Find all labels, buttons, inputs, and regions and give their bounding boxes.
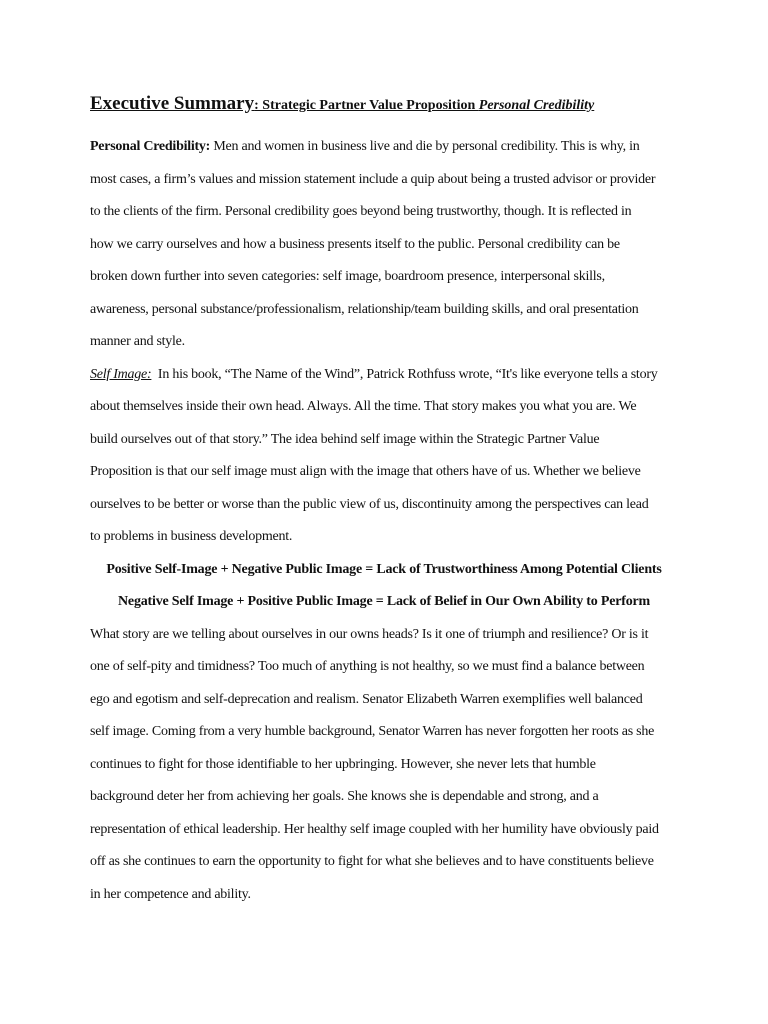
text-line: how we carry ourselves and how a business presents itself to the public. Personal credibility can be	[90, 236, 620, 252]
text-line: one of self-pity and timidness? Too much of anything is not healthy, so we must find a balance between	[90, 659, 645, 674]
equation-line: Negative Self Image + Positive Public Image = Lack of Belief in Our Own Ability to Perform	[118, 594, 650, 609]
text-line: broken down further into seven categories: self image, boardroom presence, interpersonal skills,	[90, 269, 605, 284]
paragraph-personal-credibility	[90, 131, 678, 359]
text-line: self image. Coming from a very humble background, Senator Warren has never forgotten her roots as she	[90, 724, 655, 739]
text-line: ourselves to be better or worse than the public view of us, discontinuity among the perspectives can lead	[90, 496, 649, 512]
text-line: about themselves inside their own head. Always. All the time. That story makes you what you are. We	[90, 399, 637, 414]
text-line: manner and style.	[90, 334, 185, 349]
text-line: in her competence and ability.	[90, 886, 251, 902]
text-line: to problems in business development.	[90, 529, 293, 544]
text-line: What story are we telling about ourselves in our owns heads? Is it one of triumph and resilience? Or is it	[90, 626, 649, 642]
text-line	[90, 131, 678, 164]
title-main: Executive Summary	[90, 93, 255, 114]
paragraph-story	[90, 619, 678, 912]
section-label: Self Image:	[90, 366, 152, 382]
equation-line: Positive Self-Image + Negative Public Image = Lack of Trustworthiness Among Potential Clients	[106, 561, 662, 577]
text-line-content: Men and women in business live and die by personal credibility. This is why, in	[210, 139, 640, 154]
text-line: background deter her from achieving her goals. She knows she is dependable and strong, and a	[90, 789, 599, 804]
text-line: representation of ethical leadership. Her healthy self image coupled with her humility have obviously paid	[90, 821, 659, 837]
text-line: continues to fight for those identifiable to her upbringing. However, she never lets that humble	[90, 756, 596, 772]
text-line: off as she continues to earn the opportunity to fight for what she believes and to have constituents believe	[90, 854, 654, 869]
document-title	[90, 93, 678, 117]
text-line: ego and egotism and self-deprecation and realism. Senator Elizabeth Warren exemplifies well balanced	[90, 691, 643, 707]
title-italic: Personal Credibility	[478, 98, 595, 113]
text-line: most cases, a firm’s values and mission statement include a quip about being a trusted advisor or provider	[90, 171, 656, 187]
text-line: awareness, personal substance/professionalism, relationship/team building skills, and oral presentation	[90, 301, 639, 317]
text-line: to the clients of the firm. Personal credibility goes beyond being trustworthy, though. It is reflected in	[90, 204, 632, 219]
text-line: build ourselves out of that story.” The idea behind self image within the Strategic Partner Value	[90, 431, 600, 447]
paragraph-lead: Personal Credibility:	[90, 139, 211, 154]
title-subtitle: : Strategic Partner Value Proposition	[254, 98, 479, 113]
text-line	[90, 359, 678, 392]
paragraph-self-image	[90, 359, 678, 554]
text-line: Proposition is that our self image must align with the image that others have of us. Whether we believe	[90, 464, 641, 479]
text-line-content: In his book, “The Name of the Wind”, Patrick Rothfuss wrote, “It's like everyone tells a story	[151, 366, 658, 382]
